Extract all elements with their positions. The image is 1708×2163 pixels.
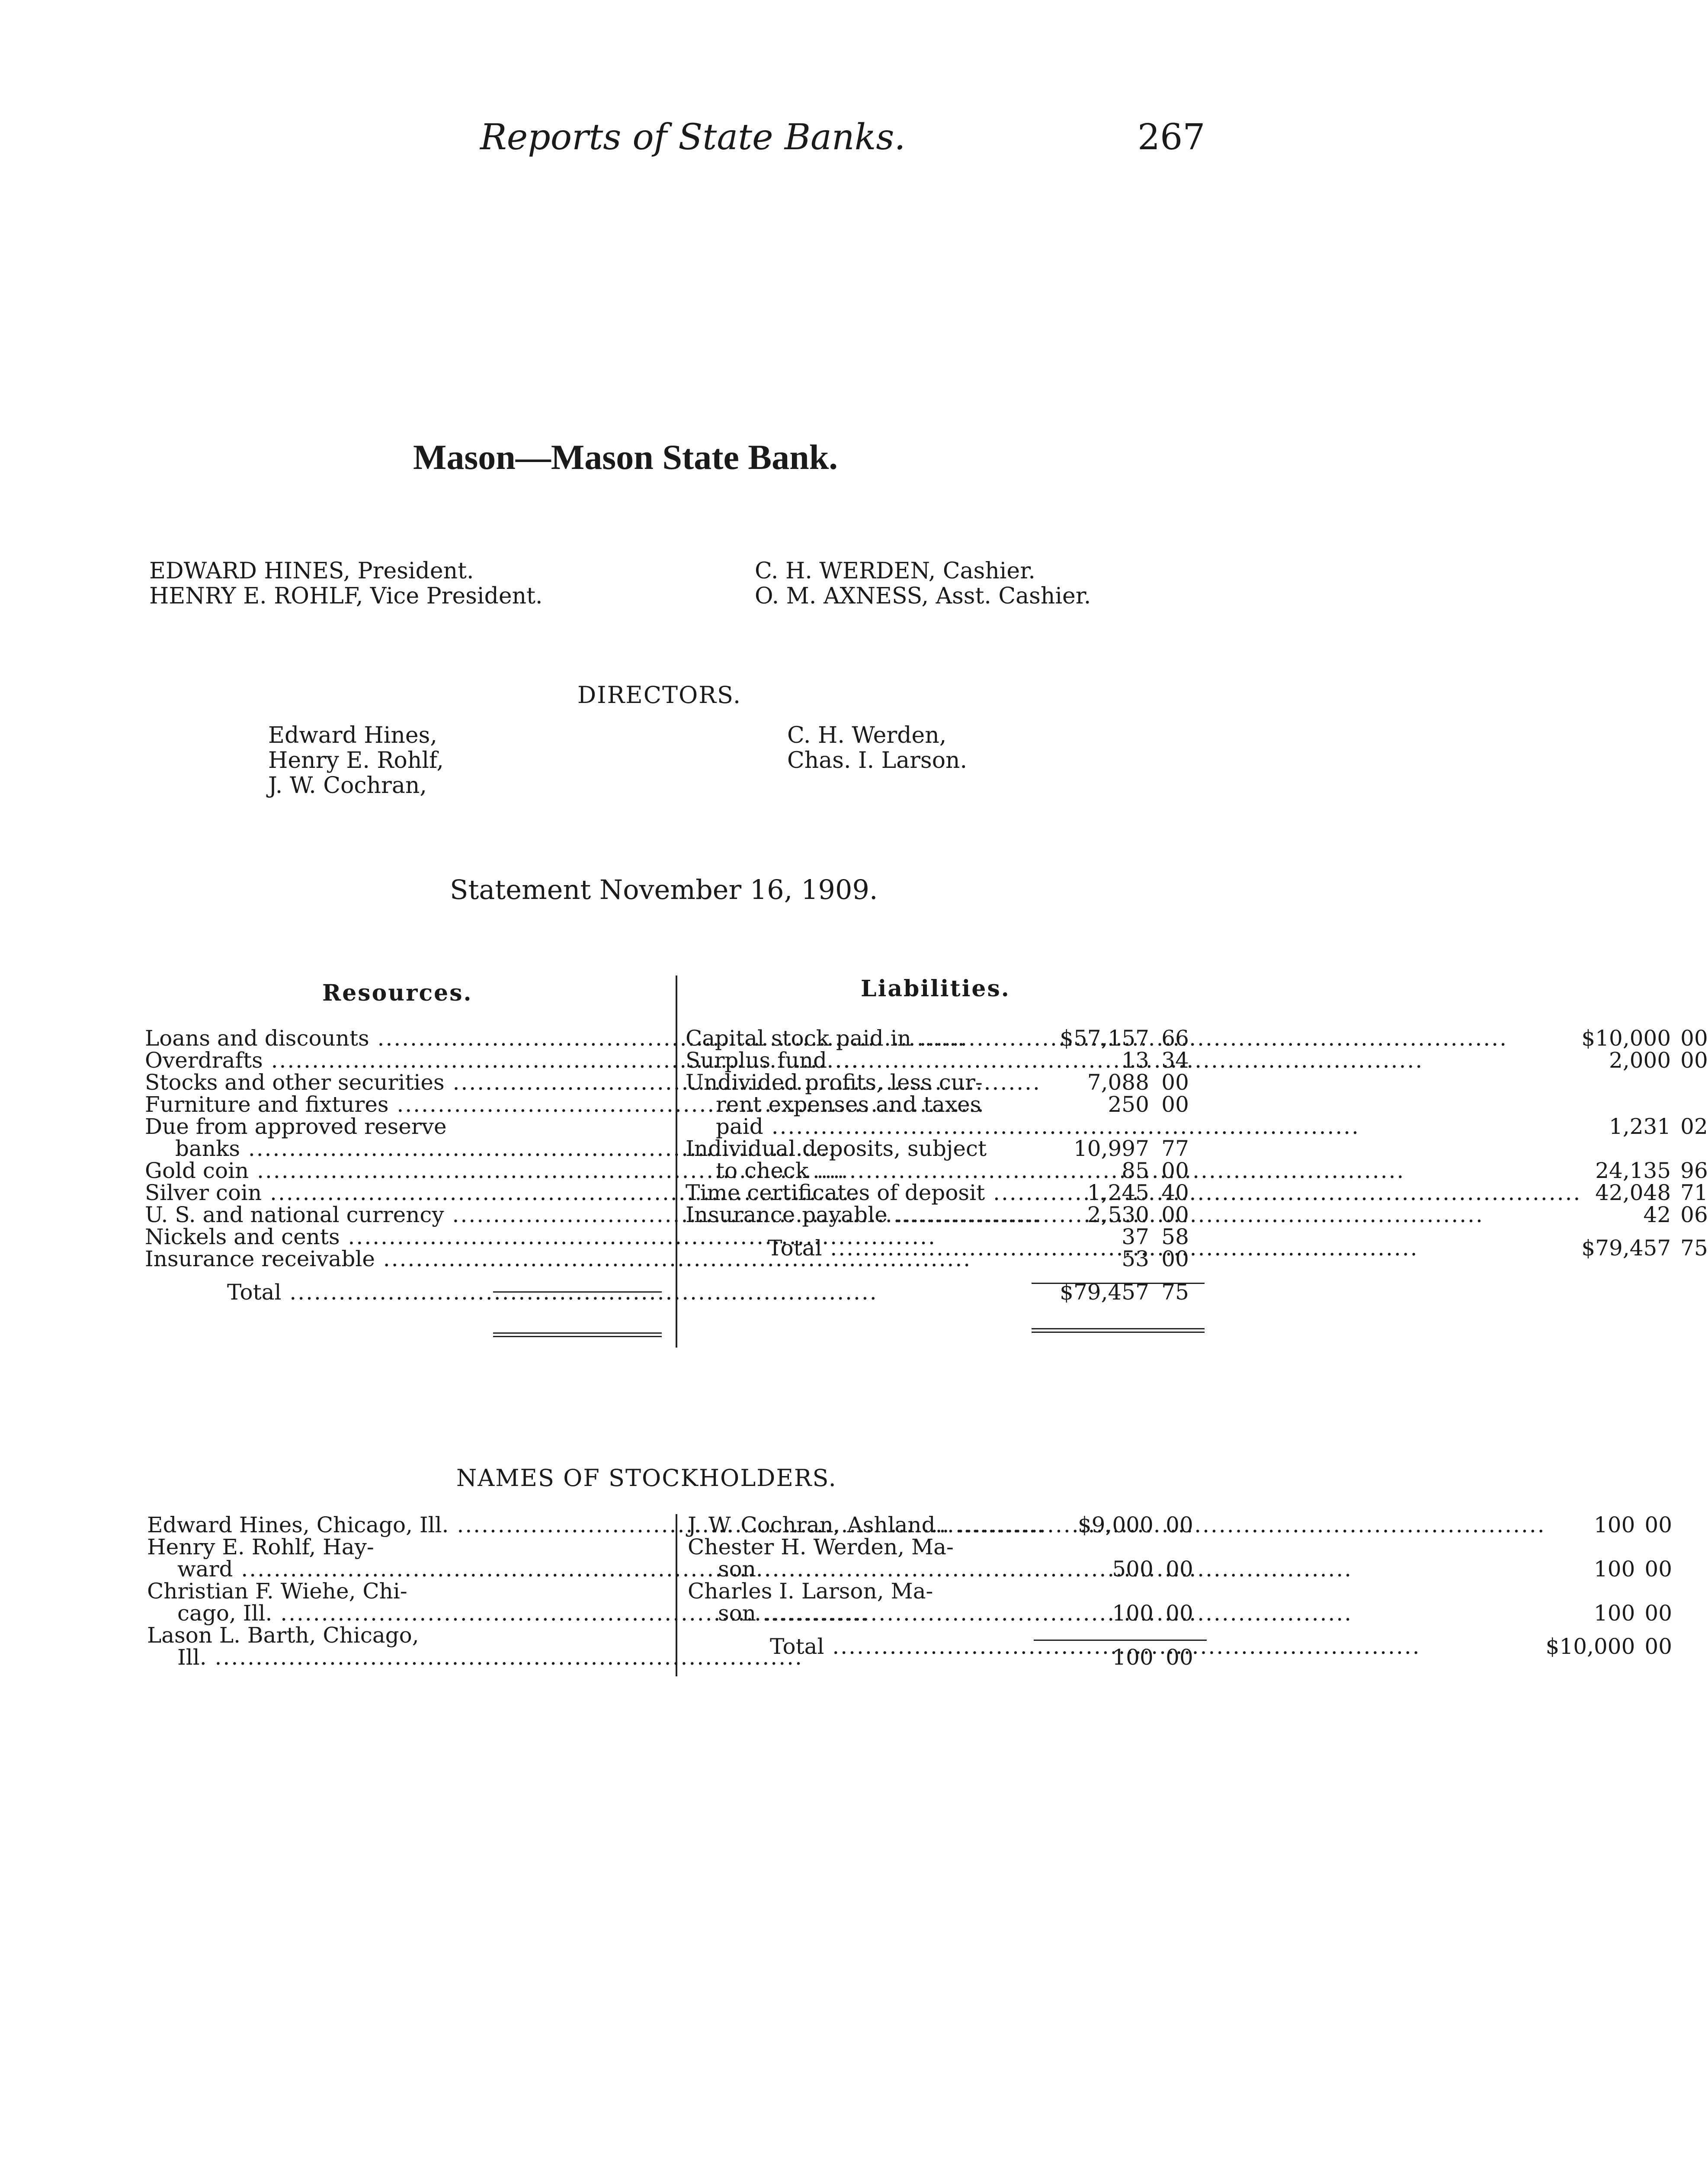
total-label: Total ..... [688, 1636, 1546, 1658]
liabilities-total-double-rule [1032, 1328, 1205, 1333]
row-label: U. S. and national currency ..... [145, 1204, 1041, 1226]
amount-dollars: 250 [1108, 1092, 1149, 1117]
row-label: Ill. ..... [147, 1646, 1045, 1669]
row-label: Due from approved reserve [145, 1114, 447, 1139]
liability-row [686, 1027, 1708, 1049]
row-label: Christian F. Wiehe, Chi- [147, 1579, 407, 1604]
row-label: Capital stock paid in ..... [686, 1027, 1581, 1049]
officer-president: EDWARD HINES, President. [149, 558, 474, 584]
amount-dollars: 10,997 [1073, 1136, 1149, 1161]
stockholders-sum-rule [1034, 1640, 1207, 1641]
row-label: Gold coin ..... [145, 1160, 1041, 1182]
total-cents: 75 [1161, 1280, 1189, 1305]
amount-cents: 00 [1644, 1556, 1673, 1582]
row-label: ward ..... [147, 1558, 1045, 1580]
amount-dollars: 1,231 [1609, 1114, 1671, 1139]
stockholders-right-table [688, 1514, 1672, 1658]
officer-vice-president: HENRY E. ROHLF, Vice President. [149, 583, 543, 609]
amount-dollars: 53 [1122, 1246, 1149, 1271]
amount-dollars: 42,048 [1595, 1180, 1671, 1205]
statement-date: Statement November 16, 1909. [450, 874, 878, 905]
amount-cents: 00 [1166, 1556, 1193, 1582]
amount-dollars: 500 [1112, 1556, 1154, 1582]
director-name: Edward Hines, [268, 722, 437, 748]
amount-dollars: $9,000 [1077, 1512, 1154, 1537]
amount-dollars: 24,135 [1595, 1158, 1671, 1183]
amount-cents: 06 [1680, 1202, 1708, 1227]
total-row [688, 1624, 1672, 1658]
row-label: rent expenses and taxes [716, 1092, 981, 1117]
row-label: J. W. Cochran, Ashland.. ..... [688, 1514, 1546, 1536]
amount-dollars: $10,000 [1581, 1026, 1671, 1051]
amount-cents: 77 [1161, 1136, 1189, 1161]
row-label: banks ..... [145, 1138, 1041, 1160]
amount-dollars: 37 [1122, 1224, 1149, 1249]
page-number: 267 [1138, 117, 1205, 158]
row-label: Furniture and fixtures ..... [145, 1094, 1041, 1116]
amount-cents: 58 [1161, 1224, 1189, 1249]
amount-cents: 00 [1644, 1512, 1673, 1537]
officer-asst-cashier: O. M. AXNESS, Asst. Cashier. [755, 583, 1091, 609]
amount-dollars: 7,088 [1087, 1070, 1149, 1095]
row-label: cago, Ill. ..... [147, 1602, 1045, 1624]
amount-dollars: 2,530 [1087, 1202, 1149, 1227]
row-label: Edward Hines, Chicago, Ill. ..... [147, 1514, 1045, 1536]
row-label: son ..... [688, 1558, 1546, 1580]
row-label: Individual deposits, subject [686, 1136, 987, 1161]
row-label: Surplus fund ..... [686, 1049, 1581, 1072]
amount-dollars: 100 [1112, 1645, 1154, 1670]
running-title: Reports of State Banks. [480, 117, 906, 158]
amount-cents: 00 [1161, 1158, 1189, 1183]
total-dollars: $79,457 [1581, 1236, 1671, 1261]
amount-dollars: 2,000 [1609, 1048, 1671, 1073]
amount-cents: 00 [1166, 1601, 1193, 1626]
amount-dollars: 85 [1122, 1158, 1149, 1183]
row-label: Insurance receivable ..... [145, 1248, 1041, 1270]
row-label: Overdrafts ..... [145, 1049, 1041, 1072]
amount-dollars: 100 [1112, 1601, 1154, 1626]
liabilities-sum-rule [1032, 1283, 1205, 1284]
total-dollars: $79,457 [1060, 1280, 1149, 1305]
amount-dollars: 100 [1593, 1512, 1635, 1537]
amount-dollars: 100 [1593, 1601, 1635, 1626]
amount-cents: 00 [1680, 1026, 1708, 1051]
amount-cents: 00 [1644, 1601, 1673, 1626]
amount-cents: 40 [1161, 1180, 1189, 1205]
amount-dollars: $57,157 [1060, 1026, 1149, 1051]
amount-cents: 00 [1680, 1048, 1708, 1073]
row-label: Silver coin ..... [145, 1182, 1041, 1204]
row-label: Henry E. Rohlf, Hay- [147, 1534, 374, 1560]
amount-dollars: 42 [1643, 1202, 1671, 1227]
amount-cents: 66 [1161, 1026, 1189, 1051]
total-label: Total ..... [145, 1281, 1041, 1303]
liabilities-table [686, 1027, 1708, 1259]
director-name: Chas. I. Larson. [787, 748, 968, 773]
resources-heading: Resources. [322, 980, 473, 1006]
officer-cashier: C. H. WERDEN, Cashier. [755, 558, 1035, 584]
row-label: Charles I. Larson, Ma- [688, 1579, 933, 1604]
row-label: paid ..... [686, 1116, 1581, 1138]
amount-cents: 71 [1680, 1180, 1708, 1205]
resources-sum-rule [493, 1291, 662, 1293]
row-label: Nickels and cents ..... [145, 1226, 1041, 1248]
total-label: Total ..... [686, 1237, 1581, 1259]
row-label: Stocks and other securities ..... [145, 1072, 1041, 1094]
resources-total-double-rule [493, 1332, 662, 1337]
total-row [145, 1270, 1189, 1303]
stockholders-heading: NAMES OF STOCKHOLDERS. [456, 1464, 837, 1492]
row-label: Chester H. Werden, Ma- [688, 1534, 954, 1560]
liability-row [686, 1072, 1708, 1138]
amount-cents: 00 [1166, 1512, 1193, 1537]
amount-cents: 00 [1161, 1246, 1189, 1271]
amount-dollars: 13 [1122, 1048, 1149, 1073]
total-row [686, 1226, 1708, 1259]
stockholder-row [688, 1536, 1672, 1580]
liability-row [686, 1049, 1708, 1072]
row-label: son ..... [688, 1602, 1546, 1624]
total-cents: 75 [1680, 1236, 1708, 1261]
row-label: Insurance payable ..... [686, 1204, 1581, 1226]
amount-cents: 96 [1680, 1158, 1708, 1183]
row-label: Undivided profits, less cur- [686, 1070, 983, 1095]
row-label: Lason L. Barth, Chicago, [147, 1623, 419, 1648]
stockholder-row [688, 1580, 1672, 1624]
liabilities-heading: Liabilities. [861, 976, 1010, 1002]
amount-cents: 34 [1161, 1048, 1189, 1073]
amount-cents: 02 [1680, 1114, 1708, 1139]
row-label: Loans and discounts ..... [145, 1027, 1041, 1049]
amount-cents: 00 [1161, 1202, 1189, 1227]
stockholder-row [688, 1514, 1672, 1536]
row-label: to check ..... [686, 1160, 1581, 1182]
row-label: Time certificates of deposit ..... [686, 1182, 1581, 1204]
amount-cents: 00 [1161, 1092, 1189, 1117]
total-dollars: $10,000 [1545, 1634, 1635, 1659]
bank-title: Mason—Mason State Bank. [413, 437, 838, 477]
amount-cents: 00 [1161, 1070, 1189, 1095]
amount-cents: 00 [1166, 1645, 1193, 1670]
director-name: C. H. Werden, [787, 722, 947, 748]
amount-dollars: 100 [1593, 1556, 1635, 1582]
liability-row [686, 1204, 1708, 1226]
director-name: J. W. Cochran, [268, 773, 427, 799]
liability-row [686, 1182, 1708, 1204]
liability-row [686, 1138, 1708, 1182]
director-name: Henry E. Rohlf, [268, 748, 444, 773]
total-cents: 00 [1644, 1634, 1673, 1659]
directors-heading: DIRECTORS. [577, 681, 742, 709]
amount-dollars: 1,245 [1087, 1180, 1149, 1205]
